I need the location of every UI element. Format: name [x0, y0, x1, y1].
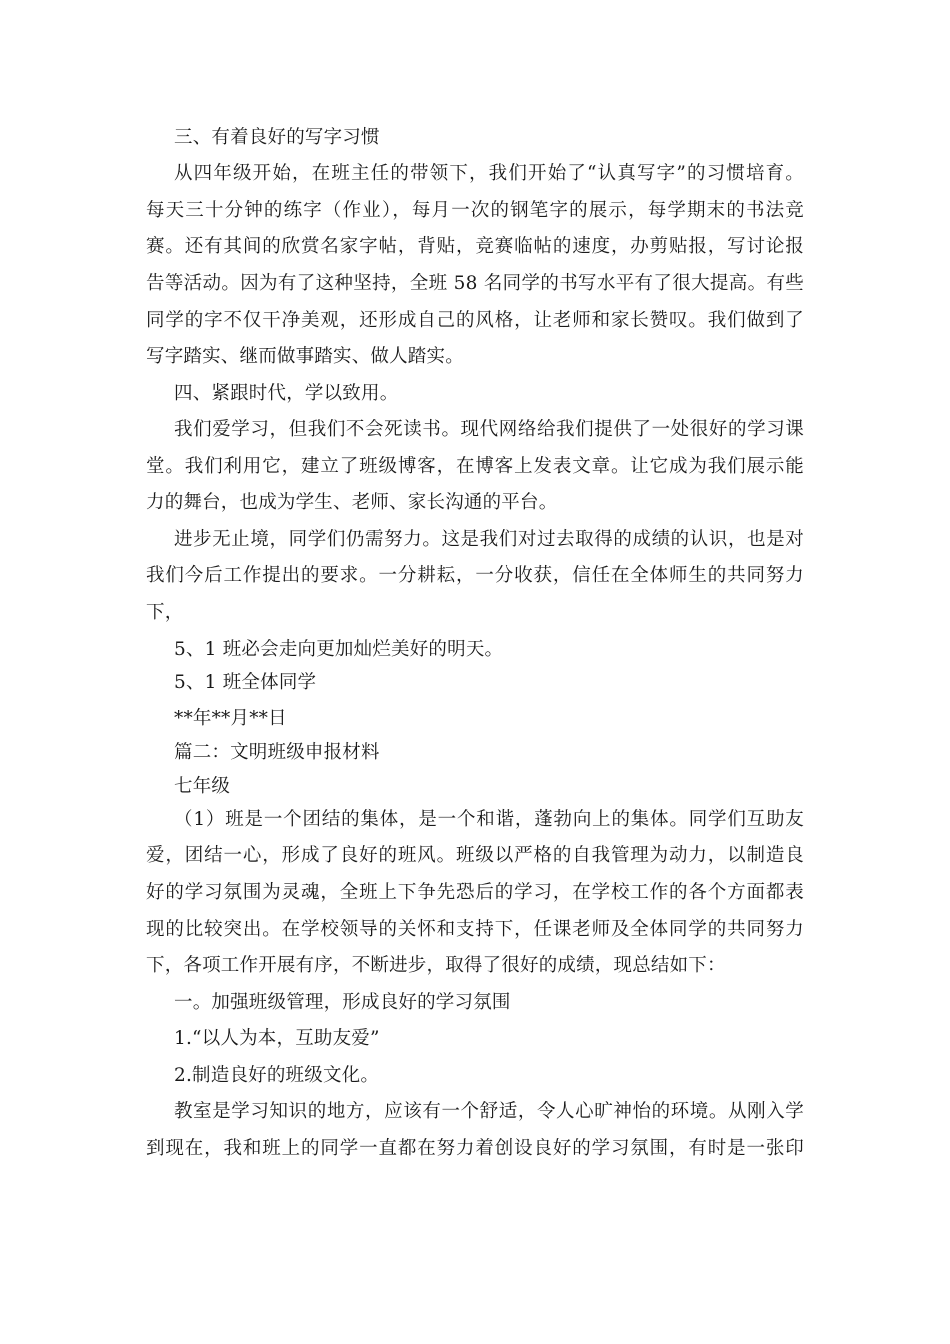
section-heading: 四、紧跟时代，学以致用。 — [174, 383, 399, 404]
paragraph-line: 告等活动。因为有了这种坚持，全班 58 名同学的书写水平有了很大提高。有些 — [146, 273, 804, 294]
paragraph-line: 5、1 班必会走向更加灿烂美好的明天。 — [174, 639, 504, 660]
section-heading: 三、有着良好的写字习惯 — [174, 127, 380, 148]
date-line: **年**月**日 — [174, 708, 287, 729]
paragraph-line: 下， — [146, 602, 184, 623]
section-heading: 一。加强班级管理，形成良好的学习氛围 — [174, 992, 511, 1013]
paragraph-line: 堂。我们利用它，建立了班级博客，在博客上发表文章。让它成为我们展示能 — [146, 456, 804, 477]
paragraph-line: 写字踏实、继而做事踏实、做人踏实。 — [146, 346, 464, 367]
subsection-heading: 1.“以人为本，互助友爱” — [174, 1028, 380, 1049]
signature-line: 5、1 班全体同学 — [174, 672, 317, 693]
paragraph-line: 好的学习氛围为灵魂，全班上下争先恐后的学习，在学校工作的各个方面都表 — [146, 882, 804, 903]
paragraph-line: 从四年级开始，在班主任的带领下，我们开始了“认真写字”的习惯培育。 — [174, 163, 804, 184]
paragraph-line: 现的比较突出。在学校领导的关怀和支持下，任课老师及全体同学的共同努力 — [146, 919, 804, 940]
paragraph-line: 同学的字不仅干净美观，还形成自己的风格，让老师和家长赞叹。我们做到了 — [146, 310, 804, 331]
paragraph-line: 进步无止境，同学们仍需努力。这是我们对过去取得的成绩的认识，也是对 — [174, 529, 804, 550]
paragraph-line: 赛。还有其间的欣赏名家字帖，背贴，竞赛临帖的速度，办剪贴报，写讨论报 — [146, 236, 804, 257]
subsection-heading: 2.制造良好的班级文化。 — [174, 1065, 380, 1086]
paragraph-line: 力的舞台，也成为学生、老师、家长沟通的平台。 — [146, 492, 558, 513]
grade-label: 七年级 — [174, 776, 231, 797]
paragraph-line: 爱，团结一心，形成了良好的班风。班级以严格的自我管理为动力，以制造良 — [146, 845, 804, 866]
paragraph-line: 我们爱学习，但我们不会死读书。现代网络给我们提供了一处很好的学习课 — [174, 419, 804, 440]
paragraph-line: 教室是学习知识的地方，应该有一个舒适，令人心旷神怡的环境。从刚入学 — [174, 1101, 804, 1122]
paragraph-line: （1）班是一个团结的集体，是一个和谐，蓬勃向上的集体。同学们互助友 — [174, 809, 804, 830]
paragraph-line: 到现在，我和班上的同学一直都在努力着创设良好的学习氛围，有时是一张印 — [146, 1138, 804, 1159]
paragraph-line: 每天三十分钟的练字（作业），每月一次的钢笔字的展示，每学期末的书法竞 — [146, 200, 804, 221]
article-title: 篇二：文明班级申报材料 — [174, 742, 380, 763]
paragraph-line: 我们今后工作提出的要求。一分耕耘，一分收获，信任在全体师生的共同努力 — [146, 565, 804, 586]
paragraph-line: 下，各项工作开展有序，不断进步，取得了很好的成绩，现总结如下： — [146, 955, 726, 976]
